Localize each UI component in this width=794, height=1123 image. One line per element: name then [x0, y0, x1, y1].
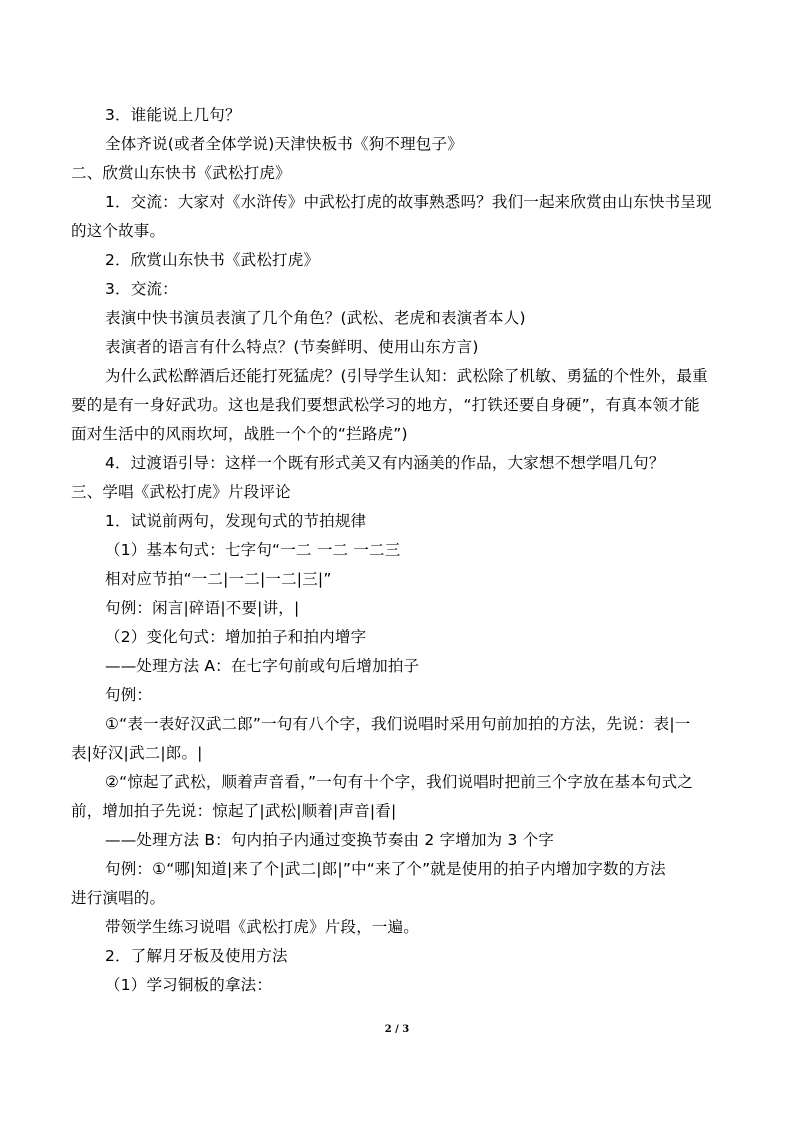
- text-line: 带领学生练习说唱《武松打虎》片段，一遍。: [105, 918, 420, 936]
- text-line: 表|好汉|武二|郎。|: [71, 744, 203, 762]
- text-line: ——处理方法 A：在七字句前或句后增加拍子: [105, 657, 420, 675]
- text-line: ——处理方法 B：句内拍子内通过变换节奏由 2 字增加为 3 个字: [105, 831, 555, 849]
- text-line: 1．交流：大家对《水浒传》中武松打虎的故事熟悉吗？我们一起来欣赏由山东快书呈现: [105, 193, 712, 211]
- text-line: 4．过渡语引导：这样一个既有形式美又有内涵美的作品，大家想不想学唱几句？: [105, 454, 665, 472]
- section-heading: 二、欣赏山东快书《武松打虎》: [71, 164, 291, 182]
- text-line: （1）基本句式：七字句“一二 一二 一二三: [105, 541, 401, 559]
- text-line: 面对生活中的风雨坎坷，战胜一个个的“拦路虎”): [71, 425, 408, 443]
- text-line: （1）学习铜板的拿法：: [105, 976, 273, 994]
- text-line: 为什么武松醉酒后还能打死猛虎？(引导学生认知：武松除了机敏、勇猛的个性外，最重: [105, 367, 708, 385]
- text-line: （2）变化句式：增加拍子和拍内增字: [105, 628, 367, 646]
- text-line: 表演者的语言有什么特点？(节奏鲜明、使用山东方言): [105, 338, 479, 356]
- section-heading: 三、学唱《武松打虎》片段评论: [71, 483, 291, 501]
- text-line: 3．交流：: [105, 280, 178, 298]
- text-line: 前，增加拍子先说：惊起了|武松|顺着|声音|看|: [71, 802, 397, 820]
- text-line: ②“惊起了武松，顺着声音看，”一句有十个字，我们说唱时把前三个字放在基本句式之: [105, 773, 694, 791]
- text-line: 句例：①“哪|知道|来了个|武二|郎|”中“来了个”就是使用的拍子内增加字数的方法: [105, 860, 666, 878]
- text-line: 全体齐说(或者全体学说)天津快板书《狗不理包子》: [105, 135, 463, 153]
- text-line: ①“表一表好汉武二郎”一句有八个字，我们说唱时采用句前加拍的方法，先说：表|一: [105, 715, 691, 733]
- text-line: 3．谁能说上几句？: [105, 106, 241, 124]
- text-line: 2．了解月牙板及使用方法: [105, 947, 288, 965]
- text-line: 句例：闲言|碎语|不要|讲，|: [105, 599, 300, 617]
- text-line: 句例：: [105, 686, 153, 704]
- text-line: 表演中快书演员表演了几个角色？(武松、老虎和表演者本人): [105, 309, 526, 327]
- text-line: 1．试说前两句，发现句式的节拍规律: [105, 512, 367, 530]
- text-line: 2．欣赏山东快书《武松打虎》: [105, 251, 320, 269]
- page-number: 2 / 3: [384, 1024, 410, 1035]
- text-line: 相对应节拍“一二|一二|一二|三|”: [105, 570, 332, 588]
- text-line: 进行演唱的。: [71, 889, 166, 907]
- text-line: 的这个故事。: [71, 222, 166, 240]
- text-line: 要的是有一身好武功。这也是我们要想武松学习的地方，“打铁还要自身硬”，有真本领才能: [71, 396, 700, 414]
